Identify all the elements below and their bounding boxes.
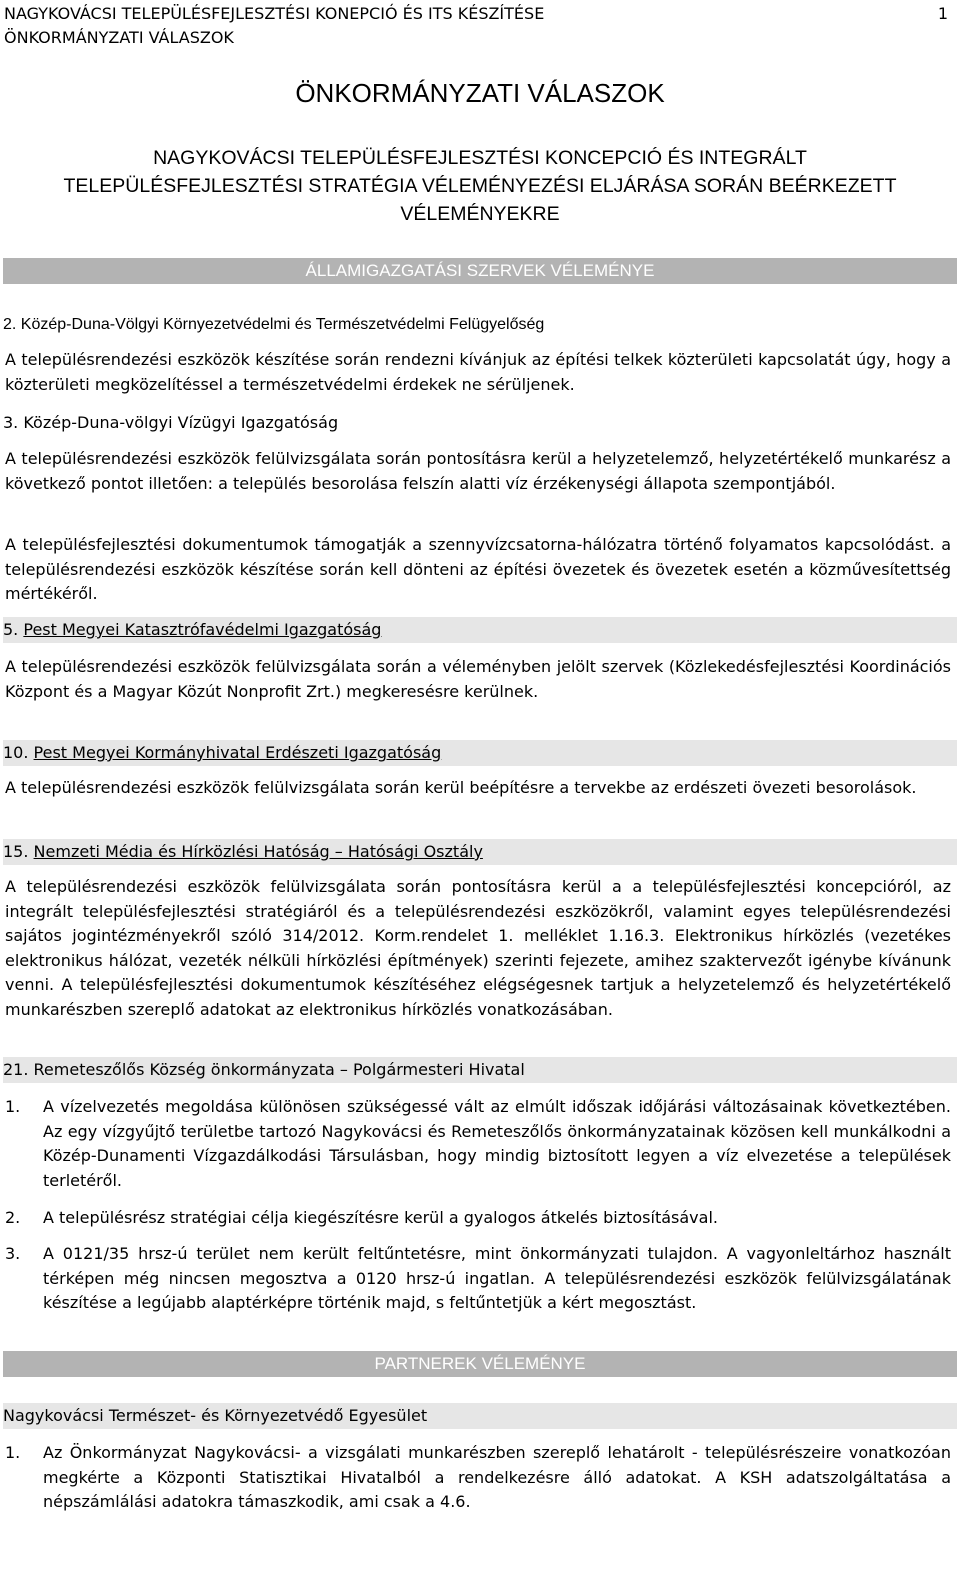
section-15-number: 15. xyxy=(3,842,29,861)
list-item xyxy=(5,1242,951,1316)
document-title: ÖNKORMÁNYZATI VÁLASZOK xyxy=(295,78,665,108)
section-15-body: A településrendezési eszközök felülvizsgálata során pontosításra kerül a a településfejlesztési koncepcióról, az integrált településfejlesztési stratégiáról és a településrendezési eszközökről, valamint egyes településrendezési sajátos jogintézményekről szóló 314/2012. Korm.rendelet 1. melléklet 1.16.3. Elektronikus hírközlés (vezetékes elektronikus hálózat, vezeték nélküli hírközlési építmények) szerinti fejezete, amihez szaktervezőt igénybe kívánunk venni. A településfejlesztési dokumentumok készítéséhez elégségesnek tartjuk a helyzetelemző és helyzetértékelő munkarészben szereplő adatokat az elektronikus hírközlés vonatkozásában. xyxy=(5,877,951,1019)
list-item-number: 1. xyxy=(5,1443,21,1462)
subtitle-line-3: VÉLEMÉNYEKRE xyxy=(400,203,560,225)
list-item-text: A 0121/35 hrsz-ú terület nem került feltűntetésre, mint önkormányzati tulajdon. A vagyonleltárhoz használt térképen még nincsen megosztva a 0120 hrsz-ú ingatlan. A településrendezési eszközök felülvizsgálatának készítése a legújabb alaptérképre történik majd, s feltűntetjük a kért megosztást. xyxy=(43,1244,951,1312)
section-5-title: Pest Megyei Katasztrófavédelmi Igazgatóság xyxy=(23,620,382,639)
section-3-heading: 3. Közép-Duna-völgyi Vízügyi Igazgatóság xyxy=(3,413,339,432)
section-2-heading: 2. Közép-Duna-Völgyi Környezetvédelmi és Természetvédelmi Felügyelőség xyxy=(3,316,545,333)
running-header xyxy=(4,2,956,50)
section-3-body-2: A településfejlesztési dokumentumok támogatják a szennyvízcsatorna-hálózatra történő folyamatos kapcsolódást. a településrendezési eszközök készítése során kell dönteni az építési övezetek és övezetek esetén a közművesítettség mértékéről. xyxy=(5,535,951,603)
list-item-text: Az Önkormányzat Nagykovácsi- a vizsgálati munkarészben szereplő lehatárolt - településrészeire vonatkozóan megkérte a Központi Statisztikai Hivatalból a rendelkezésre álló adatokat. A KSH adatszolgáltatása a népszámlálási adatokra támaszkodik, ami csak a 4.6. xyxy=(43,1443,951,1511)
list-item-number: 3. xyxy=(5,1244,21,1263)
section-5-number: 5. xyxy=(3,620,19,639)
list-item-number: 2. xyxy=(5,1208,21,1227)
section-10-heading xyxy=(3,740,957,766)
section-15-heading xyxy=(3,839,957,865)
section-10-number: 10. xyxy=(3,743,29,762)
section-10-title: Pest Megyei Kormányhivatal Erdészeti Igazgatóság xyxy=(33,743,442,762)
partner-1-heading: Nagykovácsi Természet- és Környezetvédő Egyesület xyxy=(3,1403,957,1429)
header-line-2: ÖNKORMÁNYZATI VÁLASZOK xyxy=(4,28,234,47)
section-10-body: A településrendezési eszközök felülvizsgálata során kerül beépítésre a tervekbe az erdészeti övezeti besorolások. xyxy=(5,778,917,797)
section-5-body: A településrendezési eszközök felülvizsgálata során a véleményben jelölt szervek (Közlekedésfejlesztési Koordinációs Központ és a Magyar Közút Nonprofit Zrt.) megkeresésre kerülnek. xyxy=(5,657,951,701)
subtitle-line-2: TELEPÜLÉSFEJLESZTÉSI STRATÉGIA VÉLEMÉNYEZÉSI ELJÁRÁSA SORÁN BEÉRKEZETT xyxy=(63,175,897,197)
section-21-heading: 21. Remeteszőlős Község önkormányzata – Polgármesteri Hivatal xyxy=(3,1057,957,1083)
section-3-body-1: A településrendezési eszközök felülvizsgálata során pontosításra kerül a helyzetelemző, helyzetértékelő munkarész a következő pontot illetően: a település besorolása felszín alatti víz érzékenységi állapota szempontjából. xyxy=(5,449,951,493)
header-line-1: NAGYKOVÁCSI TELEPÜLÉSFEJLESZTÉSI KONEPCIÓ ÉS ITS KÉSZÍTÉSE xyxy=(4,4,545,23)
list-item xyxy=(5,1206,951,1231)
section-15-title: Nemzeti Média és Hírközlési Hatóság – Hatósági Osztály xyxy=(33,842,483,861)
list-item-text: A vízelvezetés megoldása különösen szükségessé vált az elmúlt időszak időjárási változásainak következtében. Az egy vízgyűjtő területbe tartozó Nagykovácsi és Remeteszőlős önkormányzatainak közösen kell munkálkodni a Közép-Dunamenti Vízgazdálkodási Társulásban, hogy mindig biztosított legyen a víz elvezetése a települések terletéről. xyxy=(43,1097,951,1190)
page-number: 1 xyxy=(937,4,948,23)
list-item-text: A településrész stratégiai célja kiegészítésre kerül a gyalogos átkelés biztosításával. xyxy=(43,1208,718,1227)
list-item-number: 1. xyxy=(5,1097,21,1116)
list-item xyxy=(5,1095,951,1193)
subtitle-line-1: NAGYKOVÁCSI TELEPÜLÉSFEJLESZTÉSI KONCEPCIÓ ÉS INTEGRÁLT xyxy=(153,147,807,169)
list-item xyxy=(5,1441,951,1515)
section-2-body: A településrendezési eszközök készítése során rendezni kívánjuk az építési telkek közterületi kapcsolatát úgy, hogy a közterületi megközelítéssel a természetvédelmi érdekek ne sérüljenek. xyxy=(5,350,951,394)
section-bar-state: ÁLLAMIGAZGATÁSI SZERVEK VÉLEMÉNYE xyxy=(3,258,957,284)
section-bar-partners: PARTNEREK VÉLEMÉNYE xyxy=(3,1351,957,1377)
document-subtitle xyxy=(0,144,960,228)
section-5-heading xyxy=(3,617,957,643)
